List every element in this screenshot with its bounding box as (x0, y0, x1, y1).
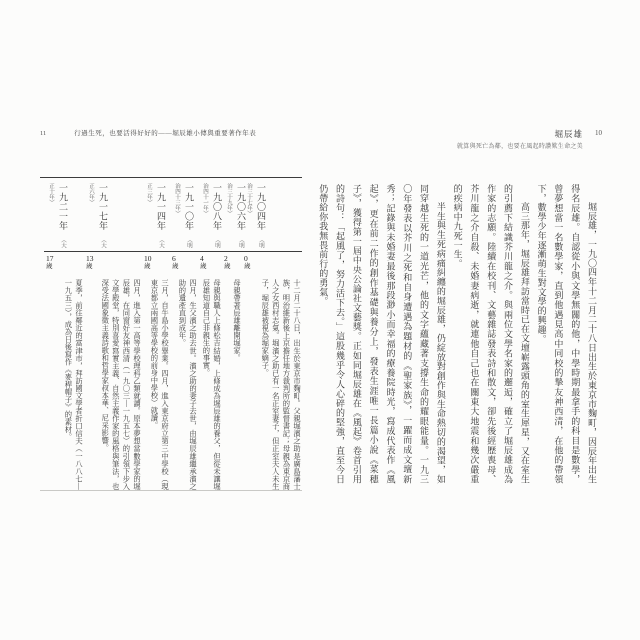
page-number-left: 11 (40, 130, 47, 137)
era-text: （明治三十七年） (246, 183, 264, 248)
page-number-right: 10 (595, 129, 602, 137)
timeline-entry-1910 (170, 178, 198, 490)
year-text: 一九一七年 (98, 183, 108, 231)
year-header (170, 178, 198, 252)
age-suffix: 歲 (224, 262, 231, 270)
age-suffix: 歲 (86, 262, 93, 270)
event-text: 四月，生父濱之助去世。濱之助的妻子去世，由堀辰雄繼承濱之助的遺產直到成年。 (178, 279, 198, 490)
paragraph: 堀辰雄，一九〇四年十二月二十八日出生於東京市麴町，因辰年出生得名辰雄。自認從小與文學無關的他，中學時期最拿手的科目是數學，曾夢想當一名數學家，直到他遇見高中同校的摯友神西清，在他的帶領下，數學少年逐漸萌生對文學的興趣。 (536, 184, 597, 484)
age-suffix: 歲 (144, 262, 151, 270)
age-cell (84, 252, 142, 276)
era-text: （明治四十一年） (202, 183, 220, 248)
age-cell (170, 252, 198, 276)
age-cell (142, 252, 170, 276)
age-cell (242, 252, 302, 276)
year-header (142, 178, 170, 252)
age-number: 2 (224, 254, 228, 263)
event-text: 三月，自牛島小學校畢業。四月，進入東京府立第三中學校（現東京都立兩國高等學校的前身中學校）就讀。 (150, 279, 170, 490)
age-number: 10 (144, 254, 152, 263)
page-left (40, 128, 302, 500)
year-header (242, 178, 302, 252)
age-number: 17 (46, 254, 54, 263)
year-label (243, 183, 267, 251)
event-text: 母親帶著辰雄離開堀家。 (233, 279, 242, 362)
era-text: （明治四十三年） (174, 183, 192, 248)
era-text: （明治三十九年） (226, 183, 244, 248)
year-text: 一九〇八年 (212, 183, 222, 231)
timeline-entry-1914 (142, 178, 170, 490)
timeline-entry-1906 (222, 178, 246, 490)
era-text: （大正六年） (88, 183, 106, 248)
age-cell (222, 252, 242, 276)
event-text: 母親與職人上條松吉結婚，上條成為堀辰雄的養父，但從未讓堀辰雄知道自己非親生的事實。 (202, 279, 222, 490)
book-title: 堀辰雄 (554, 129, 583, 139)
timeline-entry-1908 (198, 178, 222, 490)
event-text: 四月，進入第一高等學校理科乙類就讀。原本夢想當數學家的堀辰雄，在同窗好友神西清（一九〇三—一九五七）的引領下步入文學殿堂，特別喜愛寫實主義、自然主義作家的風格與筆法，也深受法國象徵主義詩歌和哲學家叔本華、尼采影響。 (101, 279, 142, 490)
book-subtitle: 就算與死亡為鄰，也要在風起時讚歎生命之美 (456, 144, 583, 150)
age-number: 13 (86, 254, 94, 263)
event-text: 夏季，前往鄰近的富津市，拜訪國文學者折口信夫（一八八七—一九五三），成為日後寫作《麥稈帽子》的素材。 (64, 279, 84, 490)
age-suffix: 歲 (200, 262, 207, 270)
era-text: （大正三年） (146, 183, 164, 248)
age-suffix: 歲 (46, 262, 53, 270)
right-running-head (330, 128, 602, 150)
event-text: 十二月二十八日，出生於東京市麴町。父親堀濱之助是廣島藩士族，明治維新後上京擔任地方裁判所的監督書記；母親為東京商人之女西村志氣。堀濱之助已有一名正室妻子，但正室夫人未生子，堀辰雄被視為堀家嫡子。 (261, 279, 302, 490)
right-running-head-text (457, 128, 583, 150)
age-number: 4 (200, 254, 204, 263)
year-label (199, 183, 223, 251)
year-text: 一九〇四年 (256, 183, 266, 231)
paragraph: 半生與生死病痛糾纏的堀辰雄，仍綻放對創作與生命熱切的渴望，如同穿越生死的一道光芒，他的文字蘊藏著支撐生命的耀眼能量。一九三〇年發表以芥川之死和自身遭遇為題材的《聖家族》，一躍而成文壇新秀；記錄與未婚妻最後那段渺小而幸福的療養院時光，寫成代表作《風起》，更在前二作的創作基礎與養分上，發表生涯唯一長篇小說《菜穗子》，獲得第一屆中央公論社文藝獎。正如同堀辰雄在《風起》卷首引用的詩句：「起風了，努力活下去。」這股幾乎令人心碎的堅強，直至今日仍帶給你我無畏前行的勇氣。 (318, 184, 446, 484)
year-header (198, 178, 222, 252)
age-suffix: 歲 (244, 262, 251, 270)
year-label (171, 183, 195, 251)
year-header (222, 178, 246, 252)
year-header (84, 178, 142, 252)
timeline-entry-1917 (84, 178, 142, 490)
timeline-table (40, 177, 302, 491)
biography-text (318, 184, 600, 484)
page-right (318, 128, 602, 498)
year-text: 一九一四年 (156, 183, 166, 231)
year-text: 一九〇六年 (236, 183, 246, 231)
year-text: 一九二一年 (58, 183, 68, 231)
year-header (44, 178, 84, 252)
left-running-head (40, 128, 302, 137)
year-label (85, 183, 109, 251)
chapter-title: 行過生死，也要活得好好的——堀辰雄小傳與重要著作年表 (74, 130, 257, 137)
paragraph: 高三那年，堀辰雄拜訪當時已在文壇嶄露頭角的室生犀星，又在室生的引薦下結識芥川龍之介。與兩位文學名家的邂逅，確立了堀辰雄成為作家的志願。陸續在校刊、文藝雜誌發表詩和散文，卻先後經歷喪母、芥川龍之介自殺、未婚妻病逝，就連他自己也在關東大地震和幾次嚴重的疾病中九死一生。 (452, 184, 530, 484)
year-label (45, 183, 69, 251)
age-cell (198, 252, 222, 276)
year-text: 一九一〇年 (184, 183, 194, 231)
era-text: （大正十年） (48, 183, 66, 248)
age-number: 6 (172, 254, 176, 263)
timeline-entry-1921 (44, 178, 84, 490)
year-label (143, 183, 167, 251)
timeline-entry-1904 (242, 178, 302, 490)
age-suffix: 歲 (172, 262, 179, 270)
age-cell (44, 252, 84, 276)
age-number: 0 (244, 254, 248, 263)
